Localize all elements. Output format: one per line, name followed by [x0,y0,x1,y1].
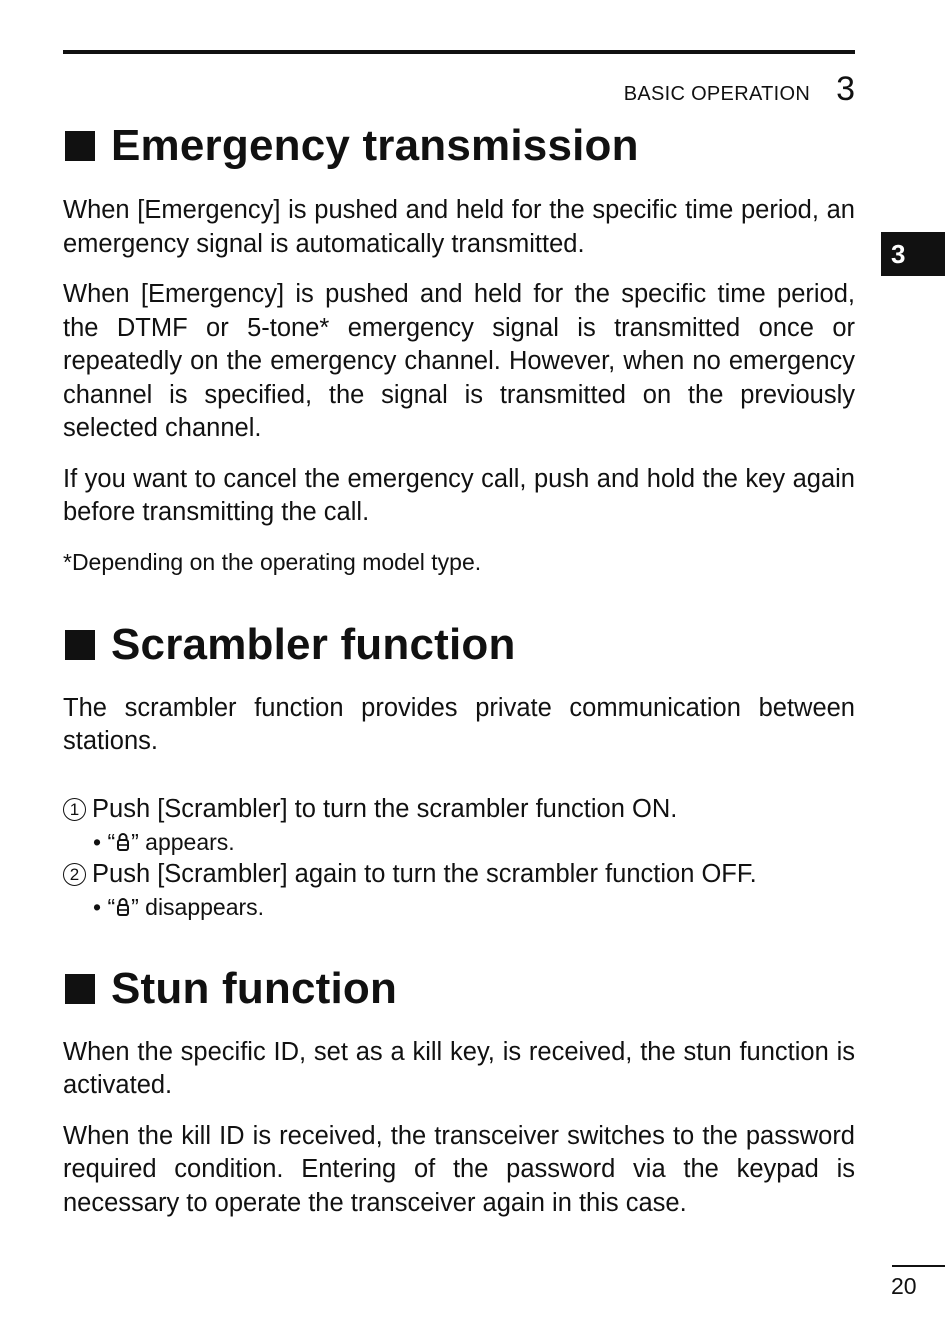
paragraph: When the kill ID is received, the transceiver switches to the password required condition. Entering of the password via the keypad is necessary to operate the transceiver again in this case. [63,1121,855,1217]
step-number-1: 1 [63,798,86,821]
paragraph: If you want to cancel the emergency call, push and hold the key again before transmitting the call. [63,464,855,526]
note-suffix: ” appears. [131,828,235,855]
running-head-text: BASIC OPERATION [623,83,811,105]
section-title-text: Emergency transmission [111,121,639,170]
note-suffix: ” disappears. [131,893,265,920]
footer-rule [892,1265,945,1267]
chapter-tab: 3 [881,232,945,276]
section-title-stun [63,959,855,1019]
page-content [63,116,855,1220]
step-text: Push [Scrambler] again to turn the scrambler function OFF. [92,859,757,888]
note-prefix: • “ [93,828,116,855]
step-1 [63,793,855,826]
section-title-text: Stun function [111,963,398,1013]
section-title-text: Scrambler function [111,619,516,669]
note-prefix: • “ [93,893,116,920]
paragraph: When [Emergency] is pushed and held for the specific time period, the DTMF or 5-tone* emergency signal is transmitted once or repeatedly on the emergency channel. However, when no emergency channel is specified, the signal is transmitted on the previously selected channel. [63,280,855,442]
page-number: 20 [891,1273,917,1299]
square-bullet-icon [65,131,95,161]
square-bullet-icon [65,974,95,1004]
scrambler-lock-icon [116,897,130,917]
footnote: *Depending on the operating model type. [63,548,482,575]
step-1-note [63,826,855,858]
scrambler-lock-icon [116,832,130,852]
square-bullet-icon [65,630,95,660]
step-2 [63,858,855,891]
top-rule [63,50,855,54]
paragraph: The scrambler function provides private communication between stations. [63,693,855,755]
section-title-emergency [63,116,855,176]
step-number-2: 2 [63,863,86,886]
paragraph: When the specific ID, set as a kill key, is received, the stun function is activated. [63,1037,855,1099]
running-head [624,70,855,109]
step-2-note [63,891,855,923]
step-text: Push [Scrambler] to turn the scrambler function ON. [92,794,678,823]
section-title-scrambler [63,615,855,675]
chapter-number: 3 [836,70,855,108]
paragraph: When [Emergency] is pushed and held for the specific time period, an emergency signal is automatically transmitted. [63,196,855,258]
